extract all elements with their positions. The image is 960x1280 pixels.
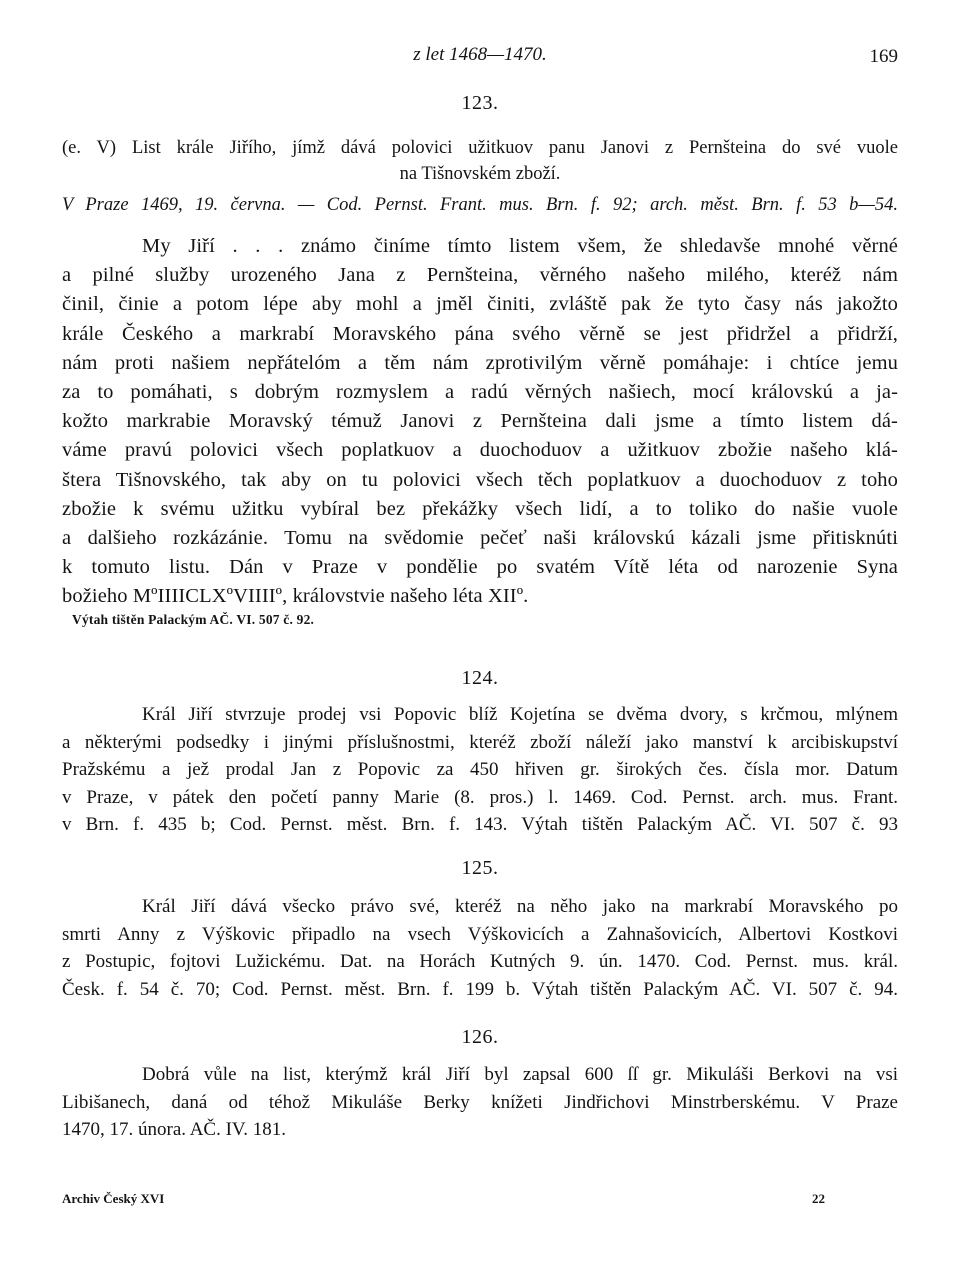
- body-line: a pilné služby urozeného Jana z Pernšteina, věrného našeho milého, kteréž nám: [62, 264, 898, 287]
- body-line: krále Českého a markrabí Moravského pána svého věrně se jest přidržel a přidrží,: [62, 322, 898, 345]
- document-125-regest: [62, 893, 898, 1003]
- running-title: z let 1468—1470.: [413, 44, 547, 65]
- headline-line: (e. V) List krále Jiřího, jímž dává polovici užitkuov panu Janovi z Pernšteina do své vuole: [62, 138, 898, 158]
- source-citation: V Praze 1469, 19. června. — Cod. Pernst. Frant. mus. Brn. f. 92; arch. měst. Brn. f. 53 b—54.: [62, 195, 898, 215]
- page-number: 169: [869, 46, 898, 67]
- document-123-source: [62, 195, 898, 216]
- regest-line: Král Jiří stvrzuje prodej vsi Popovic blíž Kojetína se dvěma dvory, s krčmou, mlýnem: [142, 704, 898, 725]
- regest-line: z Postupic, fojtovi Lužickému. Dat. na Horách Kutných 9. ún. 1470. Cod. Pernst. mus. král.: [62, 951, 898, 972]
- document-123-body: [62, 232, 898, 612]
- regest-line: v Brn. f. 435 b; Cod. Pernst. měst. Brn. f. 143. Výtah tištěn Palackým AČ. VI. 507 č. 93: [62, 814, 898, 835]
- regest-line: 1470, 17. února. AČ. IV. 181.: [62, 1119, 286, 1140]
- body-line: váme pravú polovici všech poplatkuov a duochoduov a užitkuov zbožie našeho klá-: [62, 439, 898, 462]
- regest-line: v Praze, v pátek den početí panny Marie (8. pros.) l. 1469. Cod. Pernst. arch. mus. Frant.: [62, 786, 898, 808]
- headline-line: na Tišnovském zboží.: [399, 164, 561, 184]
- document-number-126: 126.: [461, 1026, 499, 1048]
- regest-line: a některými podsedky i jinými příslušnostmi, kteréž zboží náleží jako manství k arcibiskupství: [62, 731, 898, 753]
- document-123-note: Výtah tištěn Palackým AČ. VI. 507 č. 92.: [72, 612, 315, 627]
- running-head: [62, 42, 898, 72]
- regest-line: Pražskému a jež prodal Jan z Popovic za 450 hřiven gr. širokých čes. čísla mor. Datum: [62, 759, 898, 780]
- body-line: činil, činie a potom lépe aby mohl a jměl činiti, zvláště pak že tyto časy nás jakožto: [62, 293, 898, 316]
- body-line: štera Tišnovského, tak aby on tu polovici všech těch poplatkuov a duochoduov z toho: [62, 468, 898, 491]
- regest-line: smrti Anny z Výškovic připadlo na vsech Výškovicích a Zahnašovicích, Albertovi Kostkovi: [62, 923, 898, 945]
- regest-line: Král Jiří dává všecko právo své, kteréž na něho jako na markrabí Moravského po: [142, 896, 898, 917]
- regest-line: Dobrá vůle na list, kterýmž král Jiří byl zapsal 600 ſſ gr. Mikuláši Berkovi na vsi: [142, 1064, 898, 1085]
- document-number-125: 125.: [461, 857, 499, 879]
- body-line: kožto markrabie Moravský témuž Janovi z Pernšteina dali jsme a tímto listem dá-: [62, 410, 898, 433]
- body-line: k tomuto listu. Dán v Praze v pondělie po svatém Vítě léta od narozenie Syna: [62, 556, 898, 579]
- document-126-regest: [62, 1061, 898, 1144]
- regest-line: Česk. f. 54 č. 70; Cod. Pernst. měst. Brn. f. 199 b. Výtah tištěn Palackým AČ. VI. 507 č. 94.: [62, 978, 898, 1000]
- document-124-regest: [62, 701, 898, 839]
- body-line: za to pomáhati, s dobrým rozmyslem a radú věrných našiech, mocí královskú a ja-: [62, 381, 898, 404]
- body-line: zbožie k svému užitku vybíral bez překážky všech lidí, a to toliko do našie vuole: [62, 497, 898, 520]
- regest-line: Libišanech, daná od téhož Mikuláše Berky knížeti Jindřichovi Minstrberskému. V Praze: [62, 1091, 898, 1113]
- body-line: My Jiří . . . známo činíme tímto listem všem, že shledavše mnohé věrné: [142, 235, 898, 257]
- document-123-headline: [62, 135, 898, 187]
- body-line: nám proti našiem nepřátelóm a těm nám zprotivilým věrně pomáhaje: i chtíce jemu: [62, 351, 898, 374]
- footer-volume-title: Archiv Český XVI: [62, 1191, 165, 1206]
- body-line: božieho MºIIIICLXºVIIIIº, královstvie našeho léta XIIº.: [62, 585, 529, 608]
- footer-signature: 22: [812, 1191, 825, 1206]
- document-number-123: 123.: [461, 92, 499, 114]
- body-line: a dalšieho rozkázánie. Tomu na svědomie pečeť naši královskú kázali jsme přitisknúti: [62, 527, 898, 550]
- document-number-124: 124.: [461, 667, 499, 689]
